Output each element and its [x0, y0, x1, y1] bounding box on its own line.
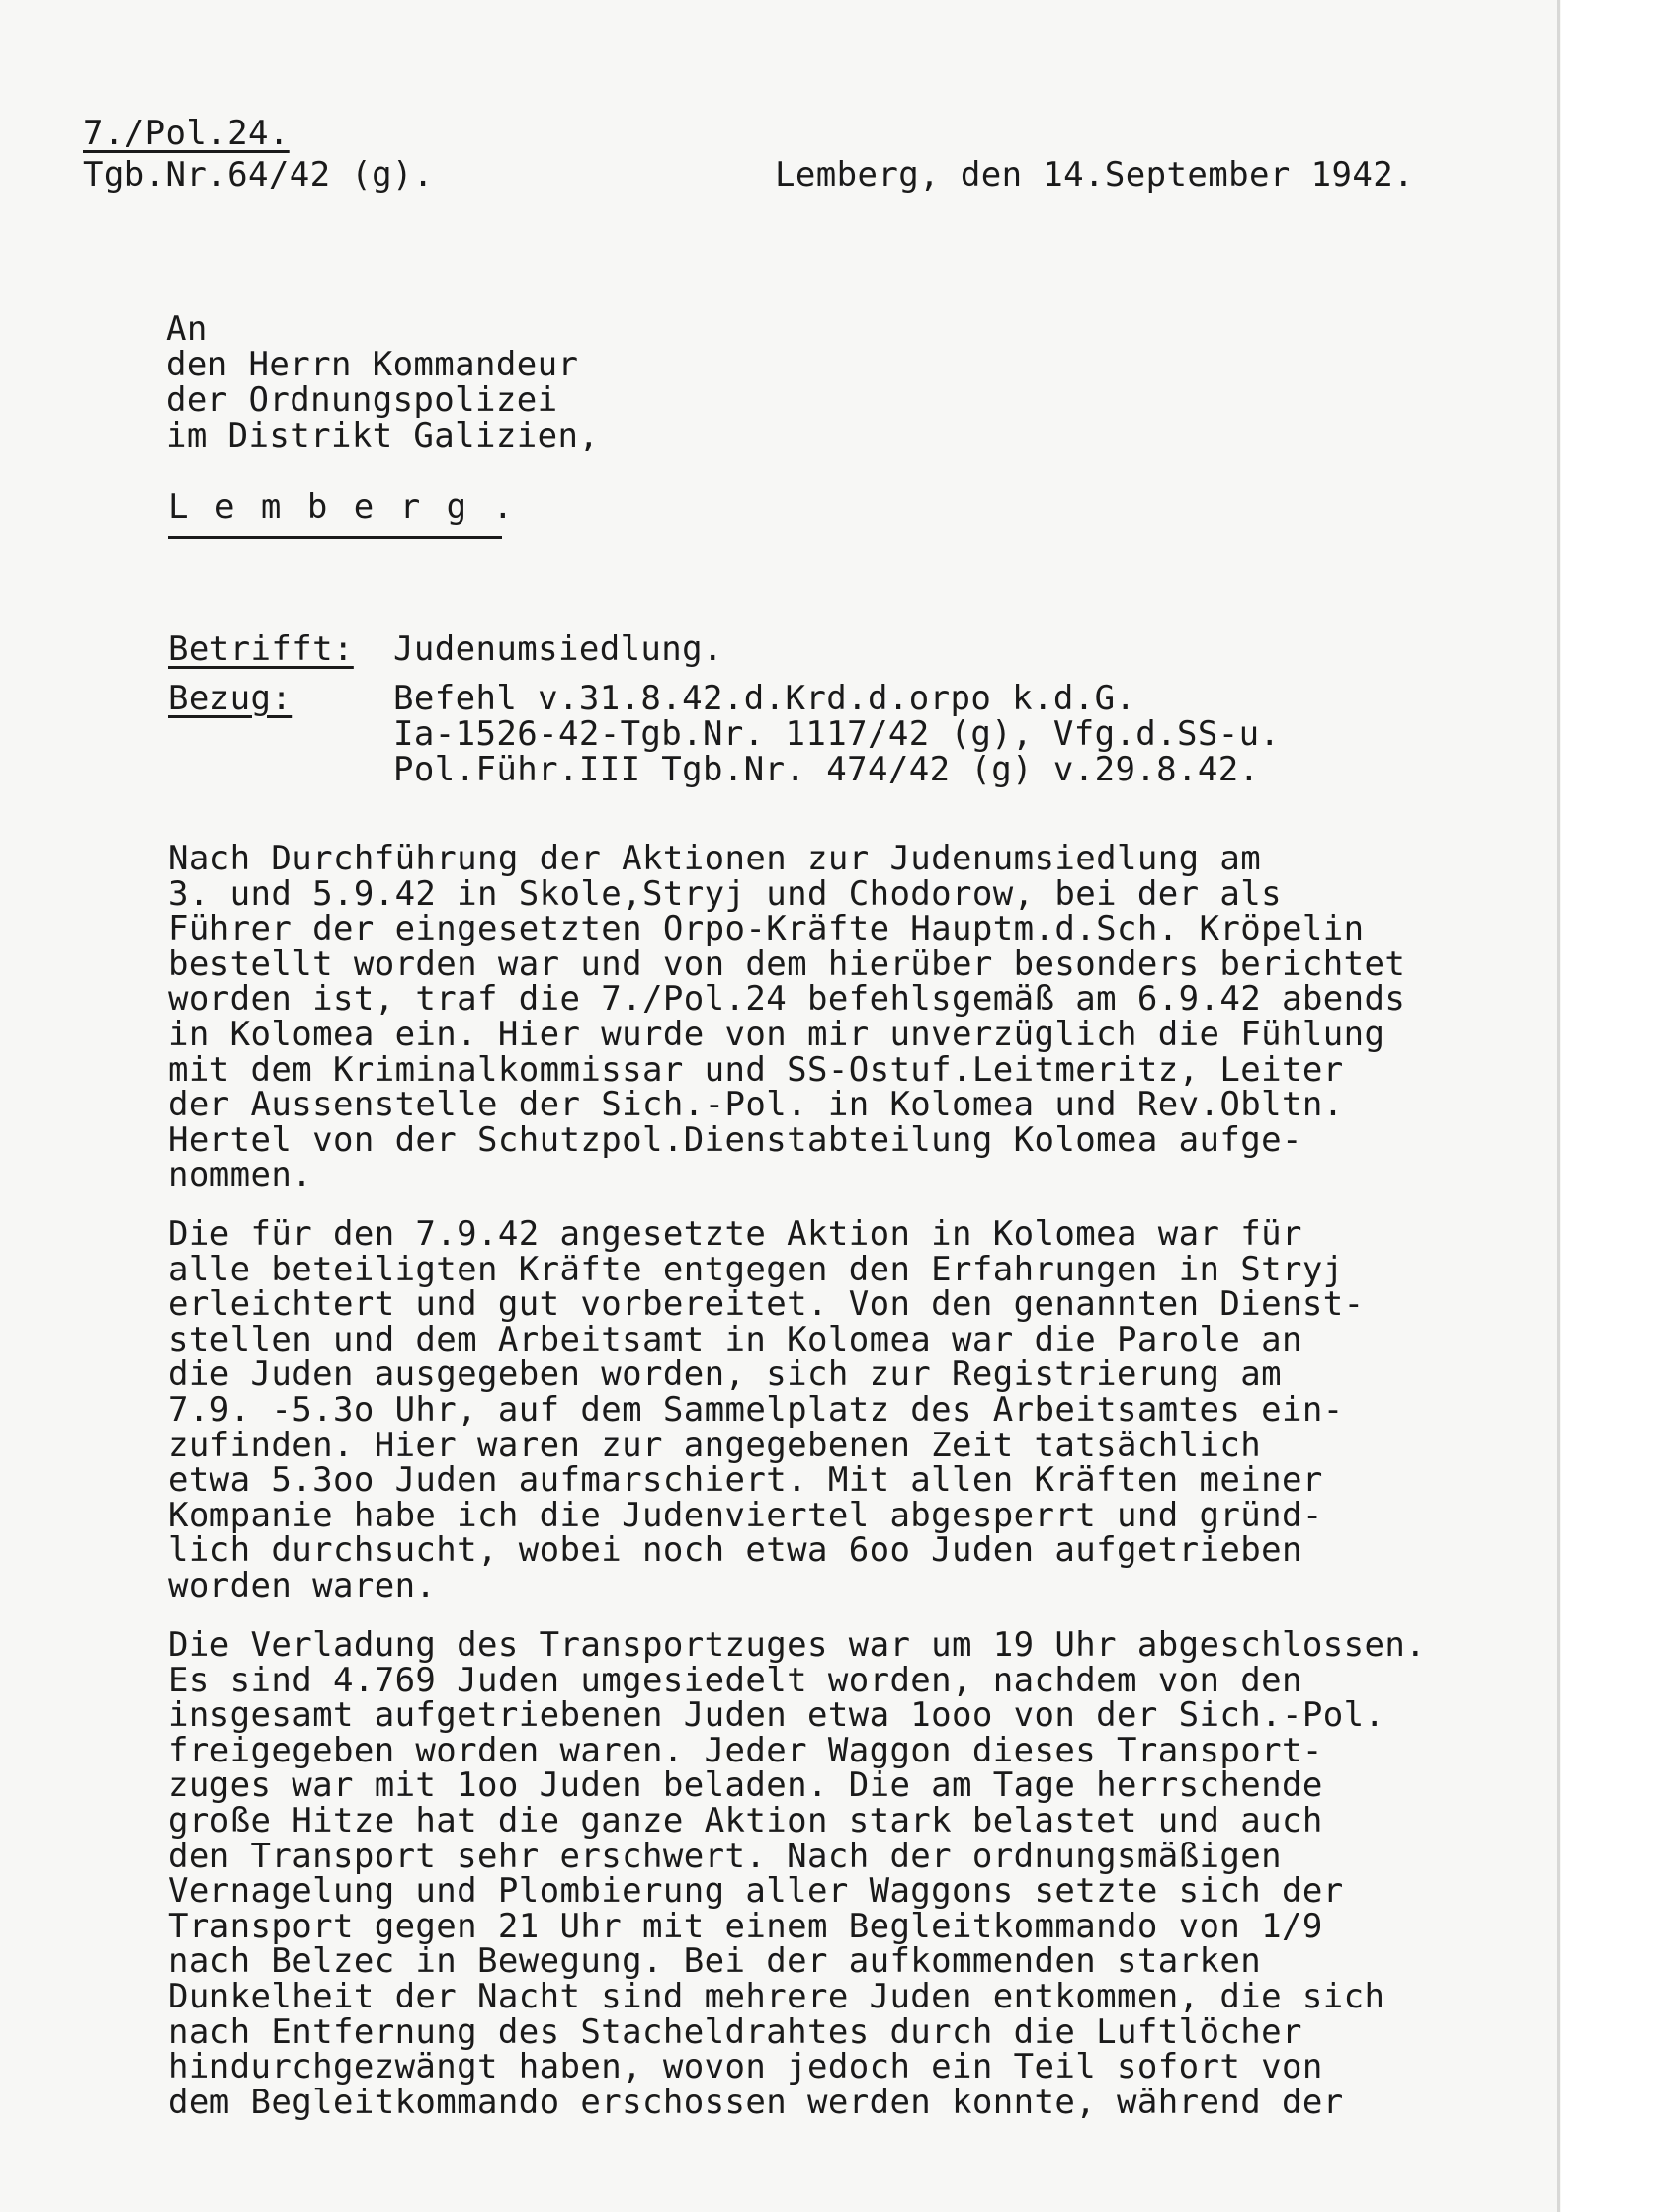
city-underline	[168, 536, 502, 539]
body-line: den Transport sehr erschwert. Nach der ordnungsmäßigen	[168, 1836, 1282, 1876]
body-line: Transport gegen 21 Uhr mit einem Begleitkommando von 1/9	[168, 1906, 1323, 1946]
body-line: die Juden ausgegeben worden, sich zur Registrierung am	[168, 1354, 1282, 1395]
subject-text: Judenumsiedlung.	[393, 629, 723, 669]
page-edge	[1557, 0, 1560, 2212]
body-line: in Kolomea ein. Hier wurde von mir unverzüglich die Fühlung	[168, 1015, 1385, 1054]
body-line: Kompanie habe ich die Judenviertel abgesperrt und gründ-	[168, 1495, 1323, 1535]
body-line: hindurchgezwängt haben, wovon jedoch ein Teil sofort von	[168, 2047, 1323, 2088]
recipient-line: An	[166, 309, 208, 349]
body-line: Dunkelheit der Nacht sind mehrere Juden entkommen, die sich	[168, 1977, 1385, 2016]
body-line: lich durchsucht, wobei noch etwa 6oo Juden aufgetrieben	[168, 1530, 1302, 1571]
body-line: Hertel von der Schutzpol.Dienstabteilung Kolomea aufge-	[168, 1119, 1302, 1160]
body-line: 3. und 5.9.42 in Skole,Stryj und Chodorow, bei der als	[168, 873, 1282, 914]
subject-label: Betrifft:	[168, 629, 354, 669]
body-line: Die Verladung des Transportzuges war um 19 Uhr abgeschlossen.	[168, 1625, 1427, 1665]
reference-line: Befehl v.31.8.42.d.Krd.d.orpo k.d.G.	[393, 679, 1136, 718]
body-line: mit dem Kriminalkommissar und SS-Ostuf.Leitmeritz, Leiter	[168, 1049, 1344, 1090]
body-line: erleichtert und gut vorbereitet. Von den genannten Dienst-	[168, 1284, 1365, 1325]
body-line: Nach Durchführung der Aktionen zur Judenumsiedlung am	[168, 839, 1262, 878]
body-line: nommen.	[168, 1155, 313, 1195]
body-line: dem Begleitkommando erschossen werden konnte, während der	[168, 2082, 1344, 2122]
body-line: worden ist, traf die 7./Pol.24 befehlsgemäß am 6.9.42 abends	[168, 979, 1406, 1020]
body-line: zufinden. Hier waren zur angegebenen Zeit tatsächlich	[168, 1425, 1262, 1465]
body-line: nach Entfernung des Stacheldrahtes durch die Luftlöcher	[168, 2011, 1302, 2052]
unit-designation: 7./Pol.24.	[83, 114, 290, 153]
body-line: nach Belzec in Bewegung. Bei der aufkommenden starken	[168, 1941, 1262, 1982]
body-line: große Hitze hat die ganze Aktion stark belastet und auch	[168, 1801, 1323, 1841]
body-line: stellen und dem Arbeitsamt in Kolomea war die Parole an	[168, 1319, 1302, 1359]
recipient-line: den Herrn Kommandeur	[166, 345, 579, 384]
body-line: etwa 5.3oo Juden aufmarschiert. Mit allen Kräften meiner	[168, 1460, 1323, 1501]
scan-margin	[1561, 0, 1676, 2212]
body-line: der Aussenstelle der Sich.-Pol. in Kolomea und Rev.Obltn.	[168, 1085, 1344, 1125]
body-line: Die für den 7.9.42 angesetzte Aktion in Kolomea war für	[168, 1214, 1302, 1254]
body-line: freigegeben worden waren. Jeder Waggon dieses Transport-	[168, 1730, 1323, 1770]
recipient-line: der Ordnungspolizei	[166, 380, 558, 420]
body-line: bestellt worden war und von dem hierüber besonders berichtet	[168, 943, 1406, 984]
body-line: alle beteiligten Kräfte entgegen den Erfahrungen in Stryj	[168, 1249, 1344, 1289]
body-line: Vernagelung und Plombierung aller Waggons setzte sich der	[168, 1871, 1344, 1912]
recipient-city: L e m b e r g .	[168, 487, 517, 527]
reference-label: Bezug:	[168, 679, 293, 718]
place-date: Lemberg, den 14.September 1942.	[775, 155, 1414, 195]
body-line: 7.9. -5.3o Uhr, auf dem Sammelplatz des Arbeitsamtes ein-	[168, 1390, 1344, 1430]
reference-line: Ia-1526-42-Tgb.Nr. 1117/42 (g), Vfg.d.SS-u.	[393, 714, 1281, 754]
body-line: worden waren.	[168, 1566, 437, 1605]
recipient-line: im Distrikt Galizien,	[166, 416, 600, 455]
body-line: insgesamt aufgetriebenen Juden etwa 1ooo von der Sich.-Pol.	[168, 1695, 1385, 1736]
reference-line: Pol.Führ.III Tgb.Nr. 474/42 (g) v.29.8.42.	[393, 750, 1260, 789]
body-line: zuges war mit 1oo Juden beladen. Die am Tage herrschende	[168, 1765, 1323, 1806]
body-line: Es sind 4.769 Juden umgesiedelt worden, nachdem von den	[168, 1660, 1302, 1700]
journal-number: Tgb.Nr.64/42 (g).	[83, 155, 434, 195]
body-line: Führer der eingesetzten Orpo-Kräfte Hauptm.d.Sch. Kröpelin	[168, 909, 1365, 949]
